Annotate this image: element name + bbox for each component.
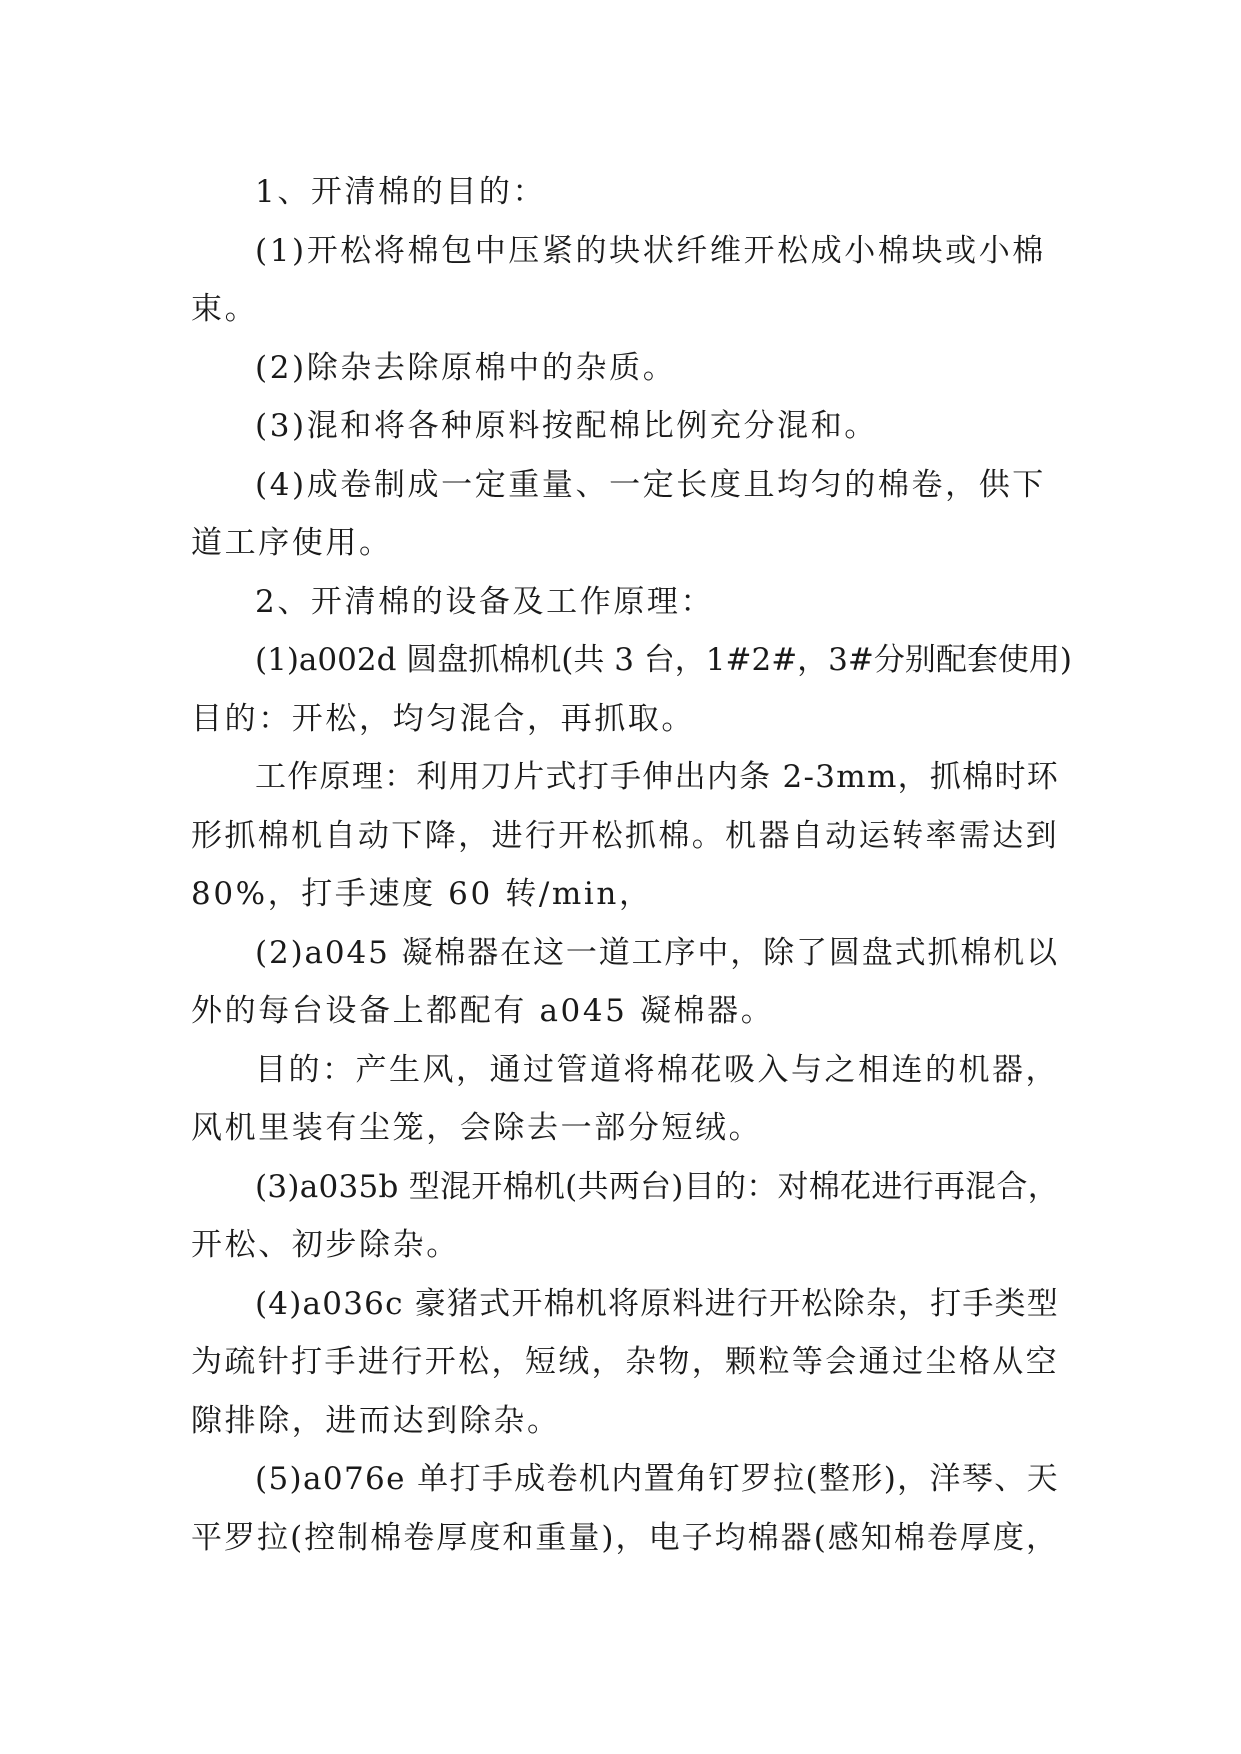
text-line: 平罗拉(控制棉卷厚度和重量)，电子均棉器(感知棉卷厚度， bbox=[191, 1519, 1059, 1556]
text-line: (1)开松将棉包中压紧的块状纤维开松成小棉块或小棉 bbox=[255, 232, 1046, 269]
text-line: (2)除杂去除原棉中的杂质。 bbox=[255, 349, 677, 386]
text-line: (4)a036c 豪猪式开棉机将原料进行开松除杂，打手类型 bbox=[255, 1285, 1059, 1322]
text-line: (2)a045 凝棉器在这一道工序中，除了圆盘式抓棉机以 bbox=[255, 934, 1059, 971]
text-line: 外的每台设备上都配有 a045 凝棉器。 bbox=[191, 993, 775, 1029]
text-line: 风机里装有尘笼，会除去一部分短绒。 bbox=[191, 1110, 763, 1146]
text-line: 隙排除，进而达到除杂。 bbox=[191, 1402, 561, 1439]
text-line: (3)a035b 型混开棉机(共两台)目的：对棉花进行再混合， bbox=[255, 1168, 1059, 1205]
text-line: 为疏针打手进行开松，短绒，杂物，颗粒等会通过尘格从空 bbox=[191, 1344, 1059, 1380]
text-line: 工作原理：利用刀片式打手伸出内条 2-3mm，抓棉时环 bbox=[255, 759, 1059, 795]
text-line: 80%，打手速度 60 转/min， bbox=[191, 876, 653, 912]
text-line: (4)成卷制成一定重量、一定长度且均匀的棉卷，供下 bbox=[255, 466, 1046, 503]
text-line: 2、开清棉的设备及工作原理： bbox=[255, 583, 715, 620]
text-line: 目的：产生风，通过管道将棉花吸入与之相连的机器， bbox=[255, 1051, 1059, 1088]
document-body bbox=[191, 163, 1072, 1567]
text-line: 道工序使用。 bbox=[191, 525, 393, 561]
text-line: 束。 bbox=[191, 291, 259, 327]
text-line: 目的：开松，均匀混合，再抓取。 bbox=[191, 700, 695, 737]
text-line: (3)混和将各种原料按配棉比例充分混和。 bbox=[255, 408, 878, 444]
text-line: (5)a076e 单打手成卷机内置角钉罗拉(整形)，洋琴、天 bbox=[255, 1461, 1059, 1497]
text-line: 1、开清棉的目的： bbox=[255, 174, 547, 210]
text-line: (1)a002d 圆盘抓棉机(共 3 台，1#2#，3#分别配套使用) bbox=[255, 642, 1072, 678]
text-line: 开松、初步除杂。 bbox=[191, 1227, 460, 1263]
text-line: 形抓棉机自动下降，进行开松抓棉。机器自动运转率需达到 bbox=[191, 817, 1059, 854]
